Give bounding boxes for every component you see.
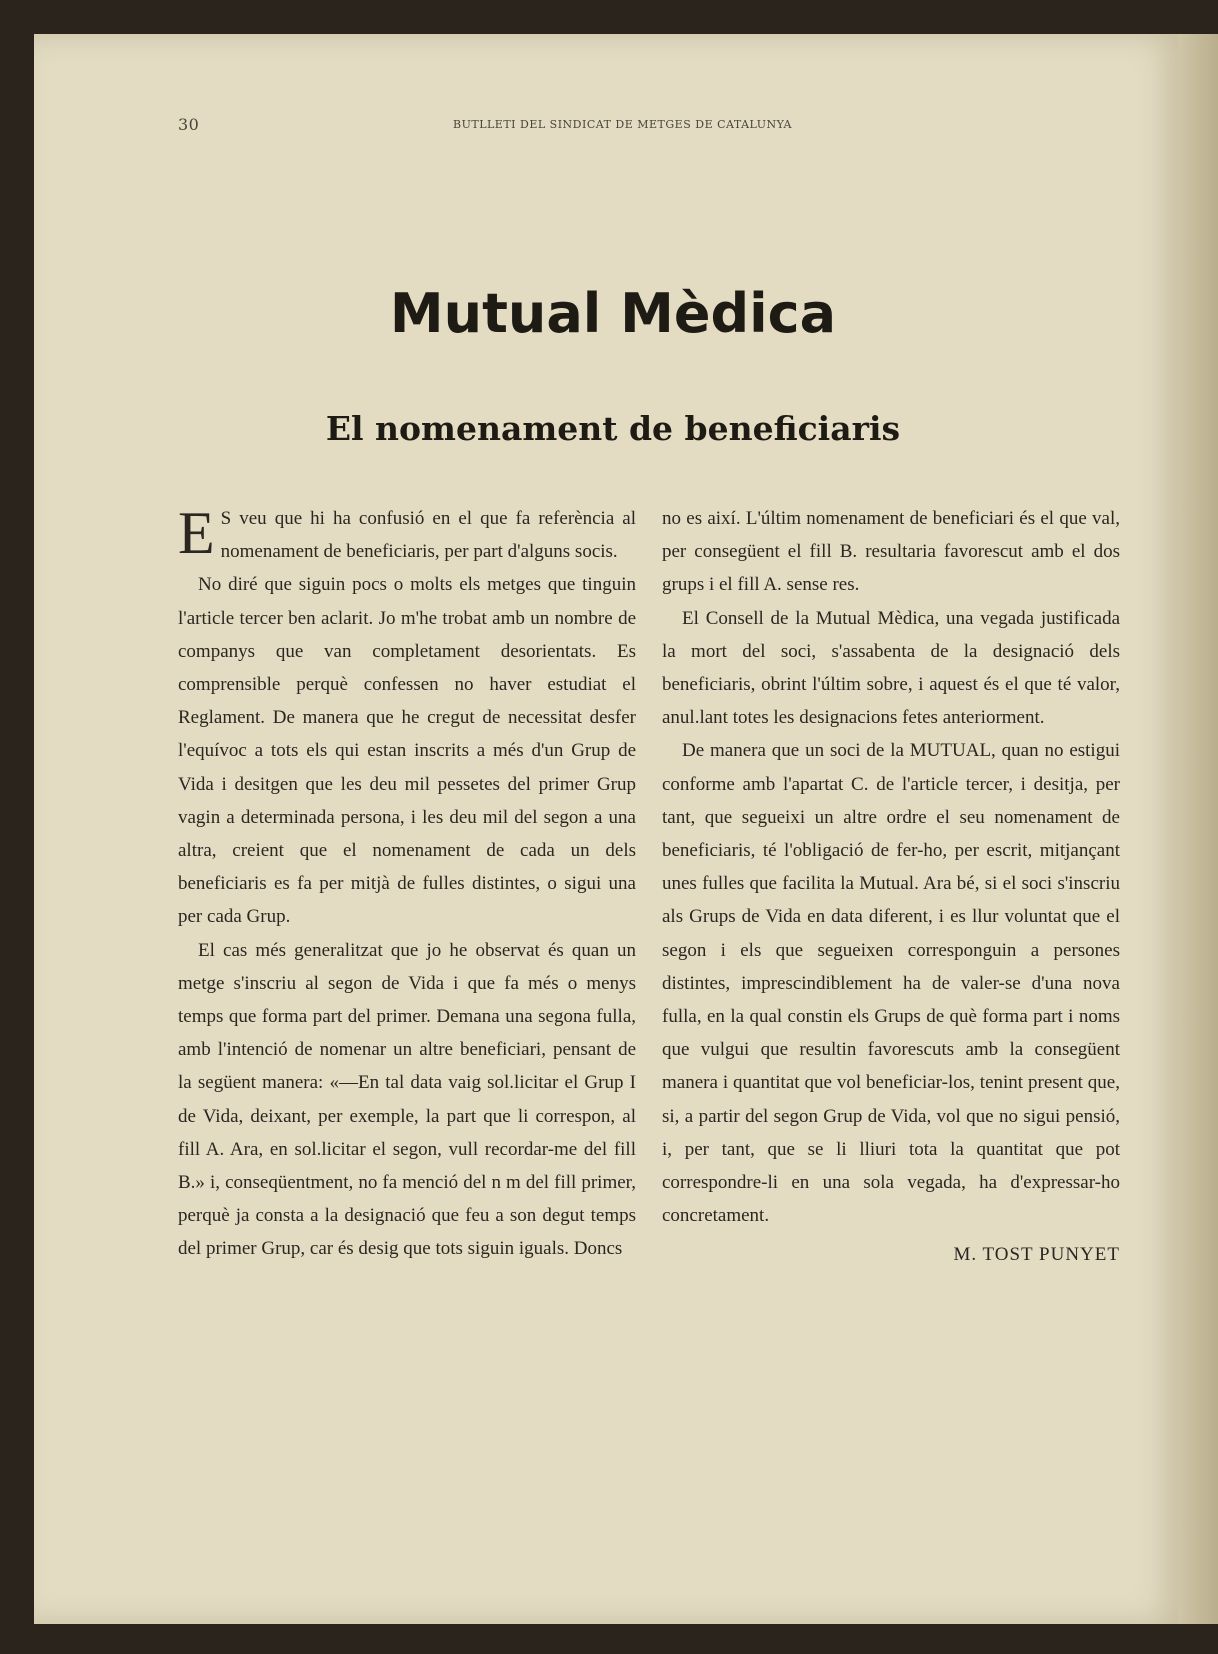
right-column	[662, 502, 1120, 1272]
article-title: Mutual Mèdica	[389, 282, 837, 345]
author-signature: M. TOST PUNYET	[953, 1244, 1120, 1266]
paragraph: No diré que siguin pocs o molts els metges que tinguin l'article tercer ben aclarit. Jo m'he trobat amb un nombre de companys que van completament desorientats. Es comprensible perquè confessen no haver estudiat el Reglament. De manera que he cregut de necessitat desfer l'equívoc a tots els qui estan inscrits a més d'un Grup de Vida i desitgen que les deu mil pessetes del primer Grup vagin a determinada persona, i les deu mil del segon a una altra, creient que el nomenament de cada un dels beneficiaris es fa per mitjà de fulles distintes, o sigui una per cada Grup.	[178, 574, 636, 928]
paragraph: De manera que un soci de la MUTUAL, quan no estigui conforme amb l'apartat C. de l'article tercer, i desitja, per tant, que segueixi un altre ordre el seu nomenament de beneficiaris, té l'obligació de fer-ho, per escrit, mitjançant unes fulles que facilita la Mutual. Ara bé, si el soci s'inscriu als Grups de Vida en data diferent, i es llur voluntat que el segon i els que segueixen corresponguin a persones distintes, imprescindiblement ha de valer-se d'una nova fulla, en la qual constin els Grups de què forma part i noms que vulgui que resultin favorescuts amb la consegüent manera i quantitat que vol beneficiar-los, tenint present que, si, a partir del segon Grup de Vida, vol que no sigui pensió, i, per tant, que se li lliuri tota la quantitat que pot correspondre-li en una sola vegada, ha d'expressar-ho concretament.	[662, 740, 1120, 1227]
article-subtitle: El nomenament de beneficiaris	[325, 409, 901, 448]
page-header	[178, 115, 864, 137]
paragraph: El Consell de la Mutual Mèdica, una vegada justificada la mort del soci, s'assabenta de la designació dels beneficiaris, obrint l'últim sobre, i aquest és el que té valor, anul.lant totes les designacions fetes anteriorment.	[662, 607, 1120, 729]
left-column	[178, 502, 636, 1266]
paragraph	[178, 502, 636, 568]
paragraph: El cas més generalitzat que jo he observat és quan un metge s'inscriu al segon de Vida i que fa més o menys temps que forma part del primer. Demana una segona fulla, amb l'intenció de nomenar un altre beneficiari, pensant de la següent manera: «—En tal data vaig sol.licitar el Grup I de Vida, deixant, per exemple, la part que li correspon, al fill A. Ara, en sol.licitar el segon, vull recordar-me del fill B.» i, conseqüentment, no fa menció del n m del fill primer, perquè ja consta a la designació que feu a son degut temps del primer Grup, car és desig que tots siguin iguals. Doncs	[178, 939, 636, 1260]
paragraph-text: S veu que hi ha confusió en el que fa referència al nomenament de beneficiaris, per part d'alguns socis.	[220, 508, 636, 563]
page-edge	[1178, 34, 1218, 1624]
dropcap: E	[178, 500, 215, 566]
page-number: 30	[178, 115, 200, 134]
running-head: BUTLLETI DEL SINDICAT DE METGES DE CATALUNYA	[453, 118, 792, 131]
paragraph: no es així. L'últim nomenament de beneficiari és el que val, per consegüent el fill B. resultaria favorescut amb el dos grups i el fill A. sense res.	[662, 508, 1120, 596]
